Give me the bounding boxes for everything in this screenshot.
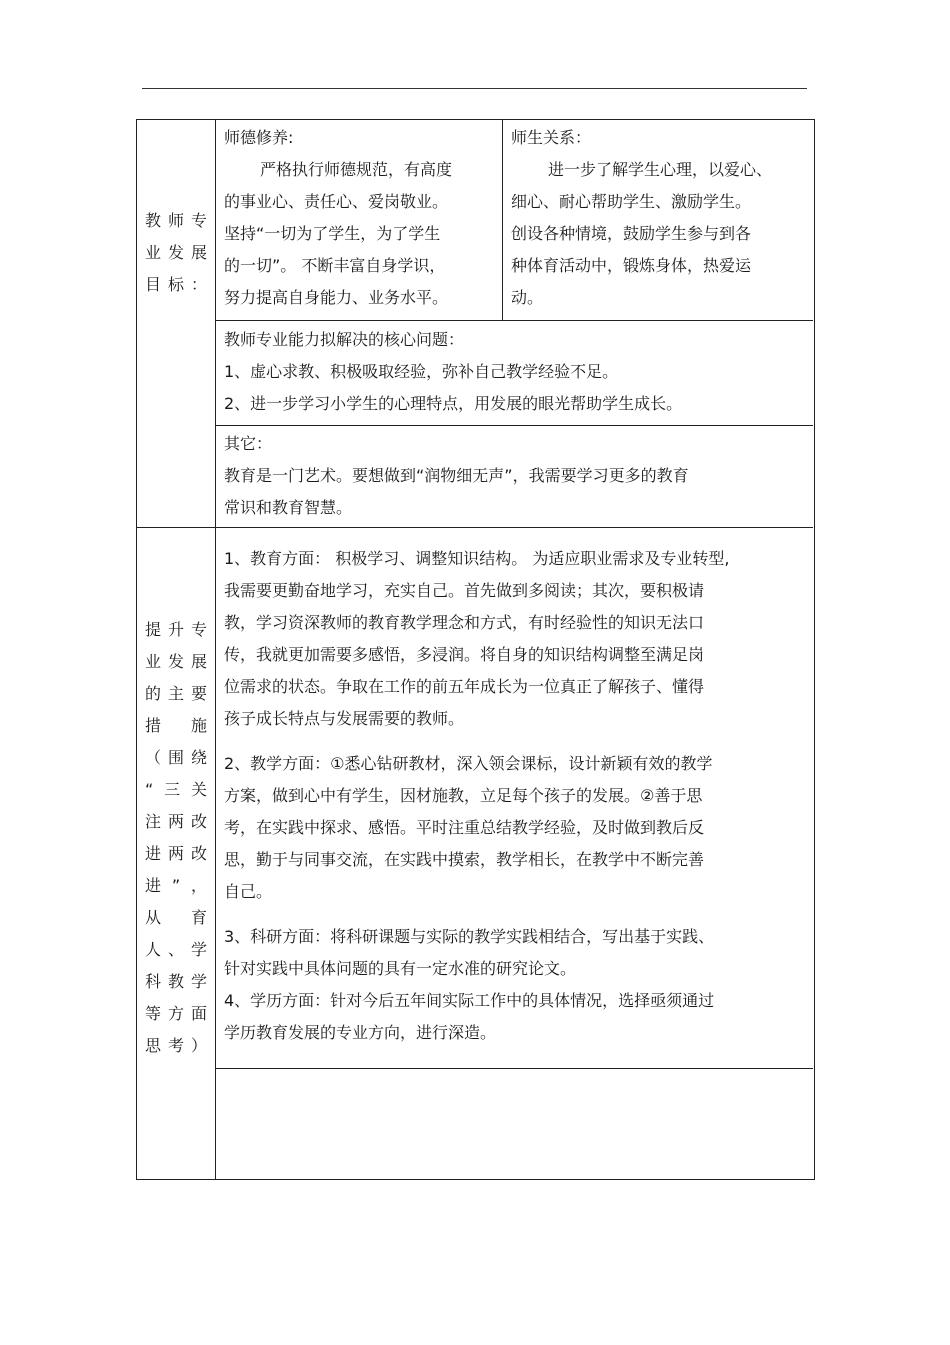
ethics-line: 的事业心、责任心、爱岗敬业。 [224, 192, 449, 211]
ethics-line: 严格执行师德规范，有高度 [260, 160, 453, 179]
measures-label-line: 的主要 [145, 684, 207, 703]
measures-label-line: 从 育 [145, 908, 207, 927]
measures-education-line: 孩子成长特点与发展需要的教师。 [224, 709, 465, 728]
measures-research-line: 3、科研方面：将科研课题与实际的教学实践相结合，写出基于实践、 [224, 927, 715, 946]
measures-teaching-line: 考，在实践中探求、感悟。平时注重总结教学经验，及时做到教后反 [224, 818, 705, 837]
measures-label-line: （围绕 [145, 748, 207, 767]
measures-label-line: 提升专 [145, 620, 207, 639]
measures-degree-line: 4、学历方面：针对今后五年间实际工作中的具体情况，选择亟须通过 [224, 991, 715, 1010]
other-line: 教育是一门艺术。要想做到“润物细无声”，我需要学习更多的教育 [224, 466, 689, 485]
measures-label [145, 614, 207, 1062]
measures-teaching-line: 自己。 [224, 882, 273, 901]
measures-label-line: 人、学 [145, 940, 207, 959]
goal-label [145, 205, 207, 301]
core-line: 1、虚心求教、积极吸取经验，弥补自己教学经验不足。 [224, 362, 619, 381]
measures-education-line: 位需求的状态。争取在工作的前五年成长为一位真正了解孩子、懂得 [224, 677, 705, 696]
measures-label-line: 进”， [145, 876, 207, 895]
goal-label-line: 目标： [145, 275, 207, 294]
relation-line: 创设各种情境，鼓励学生参与到各 [511, 224, 752, 243]
measures-teaching-line: 2、教学方面：①悉心钻研教材，深入领会课标，设计新颖有效的教学 [224, 754, 713, 773]
ethics-title: 师德修养: [224, 128, 294, 147]
relation-line: 动。 [511, 288, 544, 307]
measures-label-line: 等方面 [145, 1004, 207, 1023]
ethics-line: 坚持“一切为了学生，为了学生 [224, 224, 441, 243]
relation-line: 细心、耐心帮助学生、激励学生。 [511, 192, 752, 211]
relation-line: 进一步了解学生心理，以爱心、 [548, 160, 773, 179]
other-line: 常识和教育智慧。 [224, 498, 353, 517]
measures-label-line: 措 施 [145, 716, 207, 735]
measures-label-line: 业发展 [145, 652, 207, 671]
core-title: 教师专业能力拟解决的核心问题： [224, 330, 465, 349]
core-line: 2、进一步学习小学生的心理特点，用发展的眼光帮助学生成长。 [224, 394, 683, 413]
row-divider-measures [136, 527, 813, 528]
relation-title: 师生关系： [511, 128, 592, 147]
measures-label-line: 进两改 [145, 844, 207, 863]
measures-education-line: 1、教育方面： 积极学习、调整知识结构。 为适应职业需求及专业转型, [224, 549, 730, 568]
row-divider-other [215, 425, 813, 426]
other-title: 其它： [224, 434, 273, 453]
goal-label-line: 教师专 [145, 211, 207, 230]
measures-education-line: 传，我就更加需要多感悟，多浸润。将自身的知识结构调整至满足岗 [224, 645, 705, 664]
label-column-divider [215, 119, 216, 1179]
measures-degree-line: 学历教育发展的专业方向，进行深造。 [224, 1023, 497, 1042]
goal-label-line: 业发展 [145, 243, 207, 262]
goal-split-divider [502, 119, 503, 320]
measures-label-line: 科教学 [145, 972, 207, 991]
ethics-line: 的一切”。 不断丰富自身学识， [224, 256, 446, 275]
blank-cell [216, 1069, 813, 1178]
measures-education-line: 我需要更勤奋地学习，充实自己。首先做到多阅读；其次，要积极请 [224, 581, 705, 600]
relation-line: 种体育活动中，锻炼身体，热爱运 [511, 256, 752, 275]
measures-label-line: 思考） [145, 1036, 207, 1055]
ethics-line: 努力提高自身能力、业务水平。 [224, 288, 449, 307]
measures-label-line: 注两改 [145, 812, 207, 831]
row-divider-core [215, 320, 813, 321]
measures-teaching-line: 方案，做到心中有学生，因材施教，立足每个孩子的发展。②善于思 [224, 786, 703, 805]
header-rule [142, 88, 807, 89]
measures-teaching-line: 思，勤于与同事交流，在实践中摸索，教学相长，在教学中不断完善 [224, 850, 705, 869]
measures-education-line: 教，学习资深教师的教育教学理念和方式，有时经验性的知识无法口 [224, 613, 705, 632]
measures-research-line: 针对实践中具体问题的具有一定水准的研究论文。 [224, 959, 577, 978]
measures-label-line: “三关 [145, 780, 207, 799]
